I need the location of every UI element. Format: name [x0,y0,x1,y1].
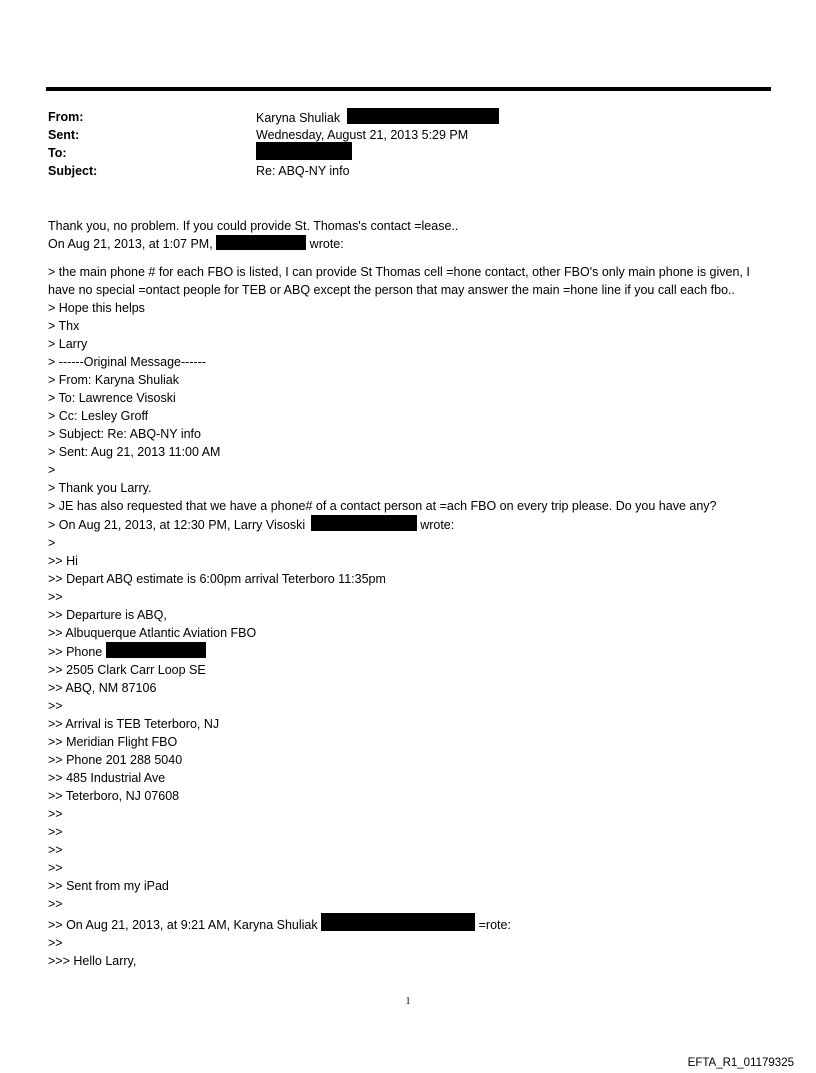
body-line: >> Departure is ABQ, [48,608,167,622]
body-line: >> Meridian Flight FBO [48,735,178,749]
body-line [48,235,778,253]
body-text: >> On Aug 21, 2013, at 9:21 AM, Karyna Shuliak [48,918,318,932]
body-line: >> Albuquerque Atlantic Aviation FBO [48,626,257,640]
to-label: To: [48,146,67,160]
body-text: wrote: [309,237,344,251]
from-value [256,108,499,127]
body-text: wrote: [420,518,455,532]
body-line: > Subject: Re: ABQ-NY info [48,427,201,441]
sent-label: Sent: [48,128,80,142]
body-line: >> [48,936,63,950]
redaction-box [256,142,352,160]
sent-value: Wednesday, August 21, 2013 5:29 PM [256,128,469,142]
body-line: > JE has also requested that we have a phone# of a contact person at =ach FBO on every trip please. Do you have any? [48,499,717,513]
body-line: Thank you, no problem. If you could provide St. Thomas's contact =lease.. [48,219,459,233]
redaction-box [311,515,417,531]
body-line: >> Arrival is TEB Teterboro, NJ [48,717,220,731]
body-line: > [48,463,56,477]
body-text: =rote: [478,918,511,932]
body-text: > On Aug 21, 2013, at 12:30 PM, Larry Visoski [48,518,306,532]
body-line: >> [48,897,63,911]
subject-label: Subject: [48,164,98,178]
redaction-box [106,642,206,658]
body-line: >> Sent from my iPad [48,879,169,893]
body-line: >> ABQ, NM 87106 [48,681,157,695]
body-line: >> Phone 201 288 5040 [48,753,183,767]
body-line: > [48,536,56,550]
body-line: >> Hi [48,554,78,568]
body-line: > From: Karyna Shuliak [48,373,179,387]
body-line: > Thx [48,319,80,333]
redaction-box [216,235,306,250]
body-line: >> [48,825,63,839]
subject-value: Re: ABQ-NY info [256,164,350,178]
body-line: > the main phone # for each FBO is listed, I can provide St Thomas cell =hone contact, other FBO's only main phone is given, I have no special =ontact people for TEB or ABQ except the person that may answer the main =hone line if you call each fbo.. [48,265,750,297]
body-line: > Sent: Aug 21, 2013 11:00 AM [48,445,221,459]
redaction-box [321,913,475,931]
body-line: >> Teterboro, NJ 07608 [48,789,180,803]
body-line: >> [48,807,63,821]
spacer [48,253,778,263]
body-line: > Larry [48,337,88,351]
header-rule [46,87,771,91]
body-line: >> Depart ABQ estimate is 6:00pm arrival Teterboro 11:35pm [48,572,386,586]
body-line: >> 2505 Clark Carr Loop SE [48,663,206,677]
from-label: From: [48,110,84,124]
bates-number: EFTA_R1_01179325 [687,1057,794,1069]
email-body [48,217,778,970]
body-line [48,515,778,534]
page-number: 1 [405,996,411,1007]
body-line: > Cc: Lesley Groff [48,409,149,423]
body-line: > To: Lawrence Visoski [48,391,176,405]
body-text: On Aug 21, 2013, at 1:07 PM, [48,237,213,251]
body-line: >> [48,590,63,604]
body-line: >>> Hello Larry, [48,954,137,968]
body-line [48,642,778,661]
body-line [48,913,778,934]
body-line: >> [48,699,63,713]
redaction-box [347,108,499,124]
body-line: > ------Original Message------ [48,355,206,369]
body-line: > Thank you Larry. [48,481,152,495]
body-text: >> Phone [48,645,103,659]
body-line: > Hope this helps [48,301,145,315]
body-line: >> 485 Industrial Ave [48,771,166,785]
from-name: Karyna Shuliak [256,111,341,125]
body-line: >> [48,861,63,875]
to-value [256,142,352,163]
body-line: >> [48,843,63,857]
